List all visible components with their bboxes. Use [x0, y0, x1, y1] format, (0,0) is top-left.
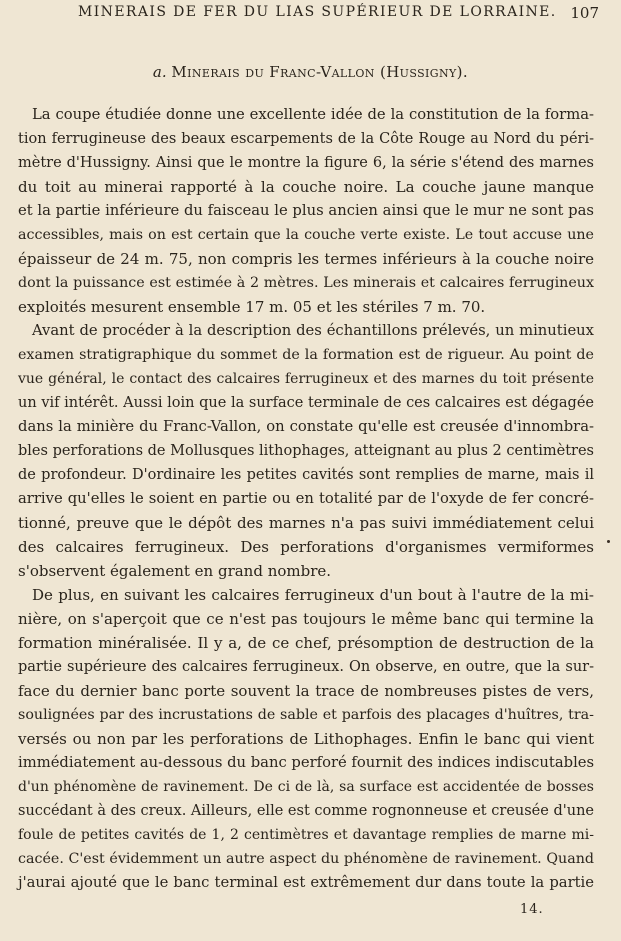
text-line: soulignées par des incrustations de sable et parfois des placages d'huîtres, tra- [18, 707, 594, 723]
text-line: arrive qu'elles le soient en partie ou en totalité par de l'oxyde de fer concré- [18, 490, 594, 507]
running-title: MINERAIS DE FER DU LIAS SUPÉRIEUR DE LORRAINE. [78, 4, 557, 20]
text-line: vue général, le contact des calcaires ferrugineux et des marnes du toit présente [18, 371, 594, 387]
text-line: nière, on s'aperçoit que ce n'est pas toujours le même banc qui termine la [18, 610, 594, 628]
text-line: du toit au minerai rapporté à la couche noire. La couche jaune manque [18, 178, 594, 196]
text-line: j'aurai ajouté que le banc terminal est extrêmement dur dans toute la partie [18, 874, 594, 891]
text-line: épaisseur de 24 m. 75, non compris les termes inférieurs à la couche noire [18, 250, 594, 268]
bleed-through-stamp [90, 36, 240, 64]
body-text [18, 103, 594, 895]
text-line: d'un phénomène de ravinement. De ci de là, sa surface est accidentée de bosses [18, 779, 594, 795]
text-line: mètre d'Hussigny. Ainsi que le montre la figure 6, la série s'étend des marnes [18, 155, 594, 171]
page-number: 107 [570, 4, 599, 22]
text-line: La coupe étudiée donne une excellente idée de la constitution de la forma- [32, 106, 594, 123]
text-line: bles perforations de Mollusques lithophages, atteignant au plus 2 centimètres [18, 443, 594, 459]
text-line: de profondeur. D'ordinaire les petites cavités sont remplies de marne, mais il [18, 467, 594, 483]
text-line: versés ou non par les perforations de Lithophages. Enfin le banc qui vient [18, 730, 594, 748]
text-line: succédant à des creux. Ailleurs, elle est comme rognonneuse et creusée d'une [18, 803, 594, 819]
signature-mark: 14. [520, 902, 544, 917]
text-line: tion ferrugineuse des beaux escarpements de la Côte Rouge au Nord du péri- [18, 131, 594, 147]
section-letter: a. [152, 63, 167, 81]
running-header [0, 4, 621, 24]
text-line: des calcaires ferrugineux. Des perforations d'organismes vermiformes [18, 538, 594, 556]
text-line: accessibles, mais on est certain que la couche verte existe. Le tout accuse une [18, 227, 594, 243]
text-line: s'observent également en grand nombre. [18, 562, 332, 580]
text-line: formation minéralisée. Il y a, de ce chef, présomption de destruction de la [18, 634, 594, 652]
section-title-text: Minerais du Franc-Vallon (Hussigny). [171, 63, 469, 81]
text-line: Avant de procéder à la description des échantillons prélevés, un minutieux [32, 322, 594, 339]
text-line: immédiatement au-dessous du banc perforé fournit des indices indiscutables [18, 754, 595, 771]
text-line: dont la puissance est estimée à 2 mètres. Les minerais et calcaires ferrugineux [18, 275, 594, 291]
text-line: face du dernier banc porte souvent la trace de nombreuses pistes de vers, [18, 682, 594, 700]
text-line: cacée. C'est évidemment un autre aspect du phénomène de ravinement. Quand [18, 851, 594, 867]
text-line: tionné, preuve que le dépôt des marnes n'a pas suivi immédiatement celui [18, 514, 594, 532]
text-line: foule de petites cavités de 1, 2 centimètres et davantage remplies de marne mi- [18, 827, 594, 843]
text-line: partie supérieure des calcaires ferrugineux. On observe, en outre, que la sur- [18, 659, 594, 675]
text-line: examen stratigraphique du sommet de la formation est de rigueur. Au point de [18, 347, 594, 363]
text-line: De plus, en suivant les calcaires ferrugineux d'un bout à l'autre de la mi- [32, 586, 594, 604]
section-title [0, 63, 621, 81]
text-line: exploités mesurent ensemble 17 m. 05 et les stériles 7 m. 70. [18, 298, 486, 316]
text-line: et la partie inférieure du faisceau le plus ancien ainsi que le mur ne sont pas [18, 202, 594, 219]
text-line: un vif intérêt. Aussi loin que la surface terminale de ces calcaires est dégagée [18, 395, 594, 411]
margin-mark [607, 540, 610, 543]
text-line: dans la minière du Franc-Vallon, on constate qu'elle est creusée d'innombra- [18, 418, 594, 435]
